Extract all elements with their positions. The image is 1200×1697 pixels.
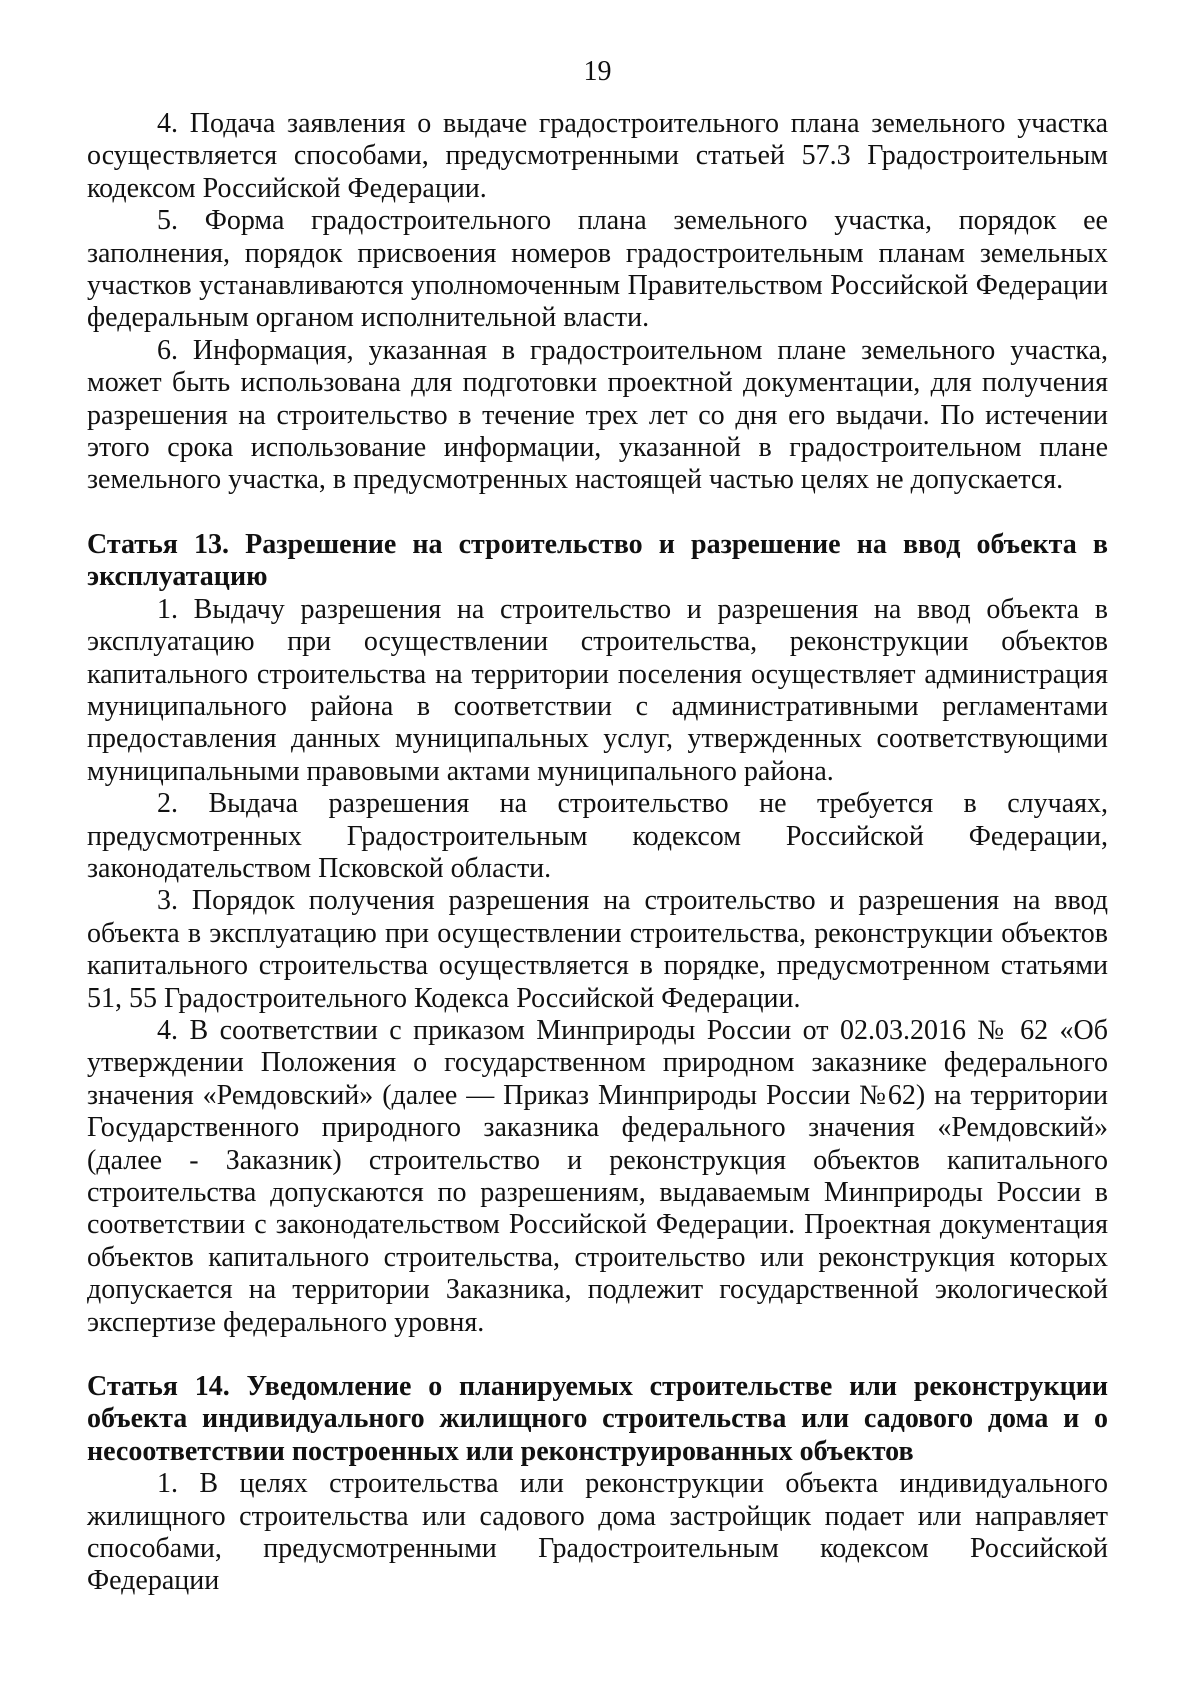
article-13 bbox=[87, 529, 1108, 1339]
page-number: 19 bbox=[583, 56, 612, 87]
article-14-paragraph-1: 1. В целях строительства или реконструкции объекта индивидуального жилищного строительства или садового дома застройщик подает или направляет способами, предусмотренными Градостроительным кодексом Российской Федерации bbox=[87, 1468, 1108, 1597]
intro-paragraph-6: 6. Информация, указанная в градостроительном плане земельного участка, может быть использована для подготовки проектной документации, для получения разрешения на строительство в течение трех лет со дня его выдачи. По истечении этого срока использование информации, указанной в градостроительном плане земельного участка, в предусмотренных настоящей частью целях не допускается. bbox=[87, 334, 1108, 496]
article-14 bbox=[87, 1371, 1108, 1598]
intro-paragraph-5: 5. Форма градостроительного плана земельного участка, порядок ее заполнения, порядок присвоения номеров градостроительным планам земельных участков устанавливаются уполномоченным Правительством Российской Федерации федеральным органом исполнительной власти. bbox=[87, 205, 1108, 334]
article-13-heading: Статья 13. Разрешение на строительство и разрешение на ввод объекта в эксплуатацию bbox=[87, 528, 1108, 593]
article-13-paragraph-3: 3. Порядок получения разрешения на строительство и разрешения на ввод объекта в эксплуатацию при осуществлении строительства, реконструкции объектов капитального строительства осуществляется в порядке, предусмотренном статьями 51, 55 Градостроительного Кодекса Российской Федерации. bbox=[87, 885, 1108, 1014]
section-gap bbox=[87, 497, 1108, 529]
article-13-paragraph-2: 2. Выдача разрешения на строительство не требуется в случаях, предусмотренных Градостроительным кодексом Российской Федерации, законодательством Псковской области. bbox=[87, 788, 1108, 884]
intro-paragraph-4: 4. Подача заявления о выдаче градостроительного плана земельного участка осуществляется способами, предусмотренными статьей 57.3 Градостроительным кодексом Российской Федерации. bbox=[87, 108, 1108, 204]
article-14-heading: Статья 14. Уведомление о планируемых строительстве или реконструкции объекта индивидуального жилищного строительства или садового дома и о несоответствии построенных или реконструированных объектов bbox=[87, 1371, 1108, 1467]
article-13-paragraph-4: 4. В соответствии с приказом Минприроды России от 02.03.2016 № 62 «Об утверждении Положения о государственном природном заказнике федерального значения «Ремдовский» (далее — Приказ Минприроды России №62) на территории Государственного природного заказника федерального значения «Ремдовский» (далее - Заказник) строительство и реконструкция объектов капитального строительства допускаются по разрешениям, выдаваемым Минприроды России в соответствии с законодательством Российской Федерации. Проектная документация объектов капитального строительства, строительство или реконструкция которых допускается на территории Заказника, подлежит государственной экологической экспертизе федерального уровня. bbox=[87, 1014, 1108, 1338]
section-gap bbox=[87, 1339, 1108, 1371]
article-13-paragraph-1: 1. Выдачу разрешения на строительство и разрешения на ввод объекта в эксплуатацию при осуществлении строительства, реконструкции объектов капитального строительства на территории поселения осуществляет администрация муниципального района в соответствии с административными регламентами предоставления данных муниципальных услуг, утвержденных соответствующими муниципальными правовыми актами муниципального района. bbox=[87, 593, 1108, 787]
